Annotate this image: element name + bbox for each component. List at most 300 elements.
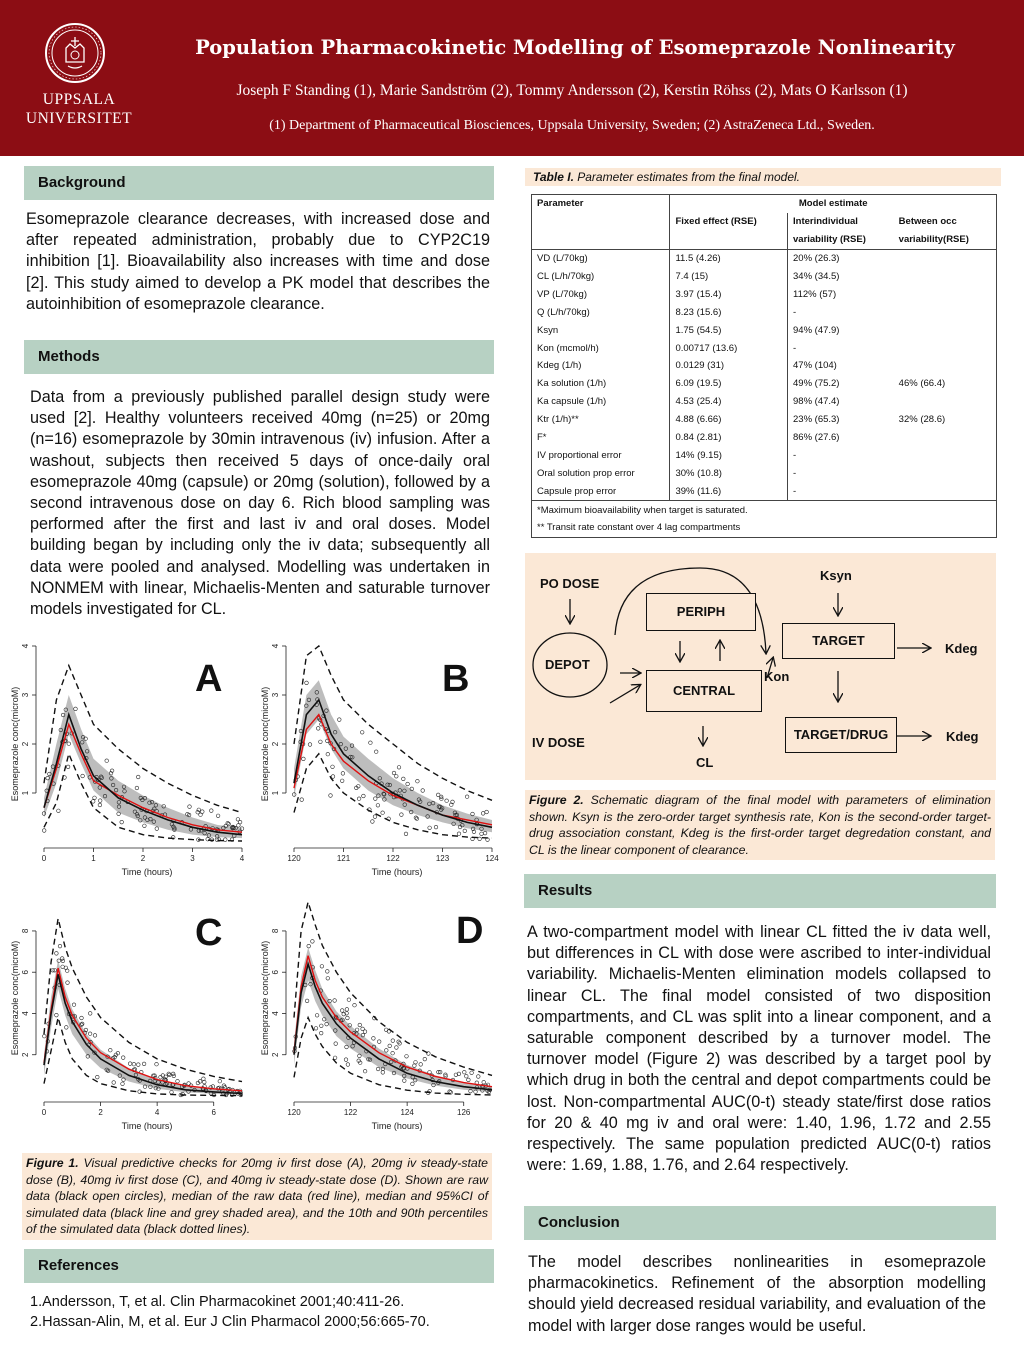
raw-data-point [155,827,159,831]
table-cell: Capsule prop error [532,482,670,500]
x-tick-label: 123 [435,854,450,863]
cl-label: CL [696,755,714,770]
raw-data-point [60,957,64,961]
periph-compartment: PERIPH [646,593,756,631]
x-tick-label: 6 [211,1108,216,1117]
conclusion-heading: Conclusion [524,1206,996,1240]
table-cell: 23% (65.3) [788,411,894,429]
raw-data-point [121,1056,125,1060]
raw-data-point [358,1054,362,1058]
po-dose-label: PO DOSE [540,576,600,591]
raw-data-point [421,789,425,793]
table-cell: - [788,303,894,321]
raw-data-point [319,1031,323,1035]
panel-letter-a: A [195,658,223,700]
raw-data-point [331,775,335,779]
raw-data-point [448,1090,452,1094]
raw-data-point [42,829,46,833]
y-axis-label: Esomeprazole conc(microM) [10,686,20,802]
reference-item: 1.Andersson, T, et al. Clin Pharmacokinet 2001;40:411-26. [30,1294,405,1310]
table-row [532,268,997,286]
table-head-iiv-2: variability (RSE) [788,231,894,249]
raw-data-point [395,775,399,779]
y-axis-label: Esomeprazole conc(microM) [260,686,270,802]
y-tick-label: 4 [271,643,280,649]
raw-data-point [132,1062,136,1066]
raw-data-point [325,1022,329,1026]
raw-data-point [57,959,61,963]
raw-data-point [376,804,380,808]
results-text: A two-compartment model with linear CL fitted the iv data well, but differences in CL with dose were ascribed to inter-individual variability. Michaelis-Menten elimination models collapsed to linear CL. The final model consisted of two disposition compartments, and CL was split into a linear component, and a saturable component described by a turnover model. The turnover model (Figure 2) was described by a target pool by which drug in both the central and depot compartments could be lost. Non-compartmental AUC(0-t) steady state/first dose ratios for 20 & 40 mg iv and oral were: 1.40, 1.96, 1.72 and 2.55 respectively. The same population predicted AUC(0-t) ratios were: 1.69, 1.88, 1.76, and 2.64 respectively. [527,923,991,1175]
table-cell: Kdeg (1/h) [532,357,670,375]
raw-data-point [470,1071,474,1075]
raw-data-point [381,811,385,815]
raw-data-point [168,1073,172,1077]
raw-data-point [434,825,438,829]
table-cell: 86% (27.6) [788,429,894,447]
table-cell: 94% (47.9) [788,321,894,339]
table-cell [894,393,997,411]
table-cell: 14% (9.15) [670,446,788,464]
table-row [532,429,997,447]
raw-data-point [170,1091,174,1095]
table-cell: 98% (47.4) [788,393,894,411]
raw-data-point [93,796,97,800]
raw-data-point [463,1070,467,1074]
table-row [532,482,997,500]
raw-data-point [384,1028,388,1032]
table-caption-label: Table I. [533,170,574,184]
panel-letter-d: D [456,910,484,952]
raw-data-point [314,1027,318,1031]
table-cell: VP (L/70kg) [532,285,670,303]
raw-data-point [402,777,406,781]
table-cell: 49% (75.2) [788,375,894,393]
raw-data-point [55,1013,59,1017]
table-row [532,411,997,429]
raw-data-point [67,742,71,746]
x-tick-label: 4 [239,854,245,863]
figure1-caption-text: Visual predictive checks for 20mg iv first dose (A), 20mg iv steady-state dose (B), 40mg iv first dose (C), and 40mg iv steady-state dose (D). Shown are raw data (black open circles), median of the raw data (red line), median and 95%CI of simulated data (black line and grey shaded area), and the 10th and 90th percentiles of the simulated data (black dotted lines). [26,1156,488,1236]
figure2-caption-label: Figure 2. [529,793,584,807]
y-tick-label: 4 [271,1011,280,1016]
references-list [30,1292,500,1332]
raw-data-point [340,779,344,783]
methods-text: Data from a previously published parallel design study were used [2]. Healthy volunteers received 40mg (n=25) or 20mg (n=16) esomeprazole by 30min intravenous (iv) infusion. After a washout, subjects then received 5 days of once-daily oral esomeprazole 40mg (capsule) or 20mg (solution), followed by a second intravenous dose on day 6. Rich blood sampling was performed after the first and last iv and oral doses. Model building began by including only the iv data; subsequently all data were pooled and analysed. Modelling was undertaken in NONMEM with linear, Michaelis-Menten and saturable turnover models investigated for CL. [30,388,490,619]
figure1-caption [22,1153,492,1240]
table-cell: 32% (28.6) [894,411,997,429]
y-tick-label: 4 [21,643,30,649]
raw-data-point [305,681,309,685]
raw-data-point [457,832,461,836]
raw-data-point [61,959,65,963]
table-cell: 46% (66.4) [894,375,997,393]
raw-data-point [326,752,330,756]
raw-data-point [43,1034,47,1038]
raw-data-point [345,1045,349,1049]
raw-data-point [360,731,364,735]
raw-data-point [307,944,311,948]
raw-data-point [319,740,323,744]
raw-data-point [334,1042,338,1046]
ksyn-label: Ksyn [820,568,852,583]
raw-data-point [218,1079,222,1083]
raw-data-point [227,822,231,826]
raw-data-point [415,817,419,821]
raw-data-point [155,1062,159,1066]
target-compartment: TARGET [782,623,895,659]
y-axis-label: Esomeprazole conc(microM) [10,940,20,1056]
kdeg-label-1: Kdeg [945,641,978,656]
x-tick-label: 121 [336,854,351,863]
table-cell: 0.84 (2.81) [670,429,788,447]
raw-data-point [105,759,109,763]
table-cell: - [788,482,894,500]
raw-data-point [315,1014,319,1018]
raw-data-point [369,741,373,745]
raw-data-point [480,832,484,836]
raw-data-point [416,779,420,783]
raw-data-point [211,1085,215,1089]
raw-data-point [66,765,70,769]
table-caption-text: Parameter estimates from the final model. [573,170,800,184]
table-head-occ-1: Between occ [894,213,997,231]
y-tick-label: 1 [21,790,30,796]
table-row [532,249,997,267]
raw-data-point [338,718,342,722]
raw-data-point [176,1079,180,1083]
raw-data-point [135,786,139,790]
raw-data-point [66,981,70,985]
raw-data-point [414,816,418,820]
central-compartment: CENTRAL [646,670,762,712]
x-tick-label: 124 [400,1108,414,1117]
raw-data-point [467,1078,471,1082]
raw-data-point [72,1003,76,1007]
raw-data-point [98,803,102,807]
raw-data-point [202,1077,206,1081]
table-cell: 112% (57) [788,285,894,303]
raw-data-point [311,940,315,944]
table-cell: 39% (11.6) [670,482,788,500]
raw-data-point [346,1063,350,1067]
raw-data-point [120,820,124,824]
raw-data-point [121,1082,125,1086]
panel-letter-b: B [442,658,470,700]
table-row [532,446,997,464]
raw-data-point [414,1061,418,1065]
table-cell: - [788,446,894,464]
raw-data-point [391,1039,395,1043]
raw-data-point [80,1016,84,1020]
table-cell [894,464,997,482]
table-cell: Ktr (1/h)** [532,411,670,429]
raw-data-point [400,813,404,817]
table-row [532,339,997,357]
raw-data-point [109,1048,113,1052]
raw-data-point [188,805,192,809]
raw-data-point [341,772,345,776]
panel-letter-c: C [195,912,223,954]
table-cell [894,357,997,375]
raw-data-point [445,799,449,803]
raw-data-point [353,1003,357,1007]
depot-label: DEPOT [545,657,590,672]
raw-data-point [411,1082,415,1086]
raw-data-point [58,944,62,948]
table-row [532,393,997,411]
raw-data-point [385,1049,389,1053]
table-head-occ-2: variability(RSE) [894,231,997,249]
raw-data-point [465,795,469,799]
raw-data-point [57,809,61,813]
table-cell: 8.23 (15.6) [670,303,788,321]
table-cell: 11.5 (4.26) [670,249,788,267]
x-tick-label: 120 [287,1108,301,1117]
raw-data-point [377,1040,381,1044]
x-tick-label: 126 [457,1108,471,1117]
raw-data-point [428,826,432,830]
references-heading: References [24,1249,494,1283]
raw-data-point [347,998,351,1002]
y-tick-label: 3 [271,692,280,698]
raw-data-point [74,707,78,711]
table-cell: CL (L/h/70kg) [532,268,670,286]
raw-data-point [374,797,378,801]
raw-data-point [357,797,361,801]
raw-data-point [88,1032,92,1036]
author-list: Joseph F Standing (1), Marie Sandström (2), Tommy Andersson (2), Kerstin Röhss (2), Mats O Karlsson (1) [236,82,908,99]
raw-data-point [55,952,59,956]
raw-data-point [143,824,147,828]
table-head-iiv-1: Interindividual [788,213,894,231]
table-cell [894,482,997,500]
x-tick-label: 1 [91,854,96,863]
table-caption [525,168,1001,186]
y-tick-label: 2 [21,1052,30,1057]
university-line1: UPPSALA [42,91,116,108]
parameter-table [531,194,997,538]
raw-data-point [463,829,467,833]
raw-data-point [326,970,330,974]
x-tick-label: 0 [41,1108,47,1117]
raw-data-point [65,1026,69,1030]
raw-data-point [373,815,377,819]
raw-data-point [320,1024,324,1028]
kon-label: Kon [764,669,790,684]
table-head-parameter: Parameter [532,195,670,213]
table-row [532,357,997,375]
table-cell: Ka capsule (1/h) [532,393,670,411]
raw-data-point [403,1079,407,1083]
raw-data-point [363,1069,367,1073]
raw-data-point [333,999,337,1003]
raw-data-point [91,800,95,804]
table-footnote: *Maximum bioavailability when target is saturated. [532,501,997,519]
raw-data-point [391,1051,395,1055]
raw-data-point [308,743,312,747]
table-cell: Oral solution prop error [532,464,670,482]
raw-data-point [485,810,489,814]
raw-data-point [216,814,220,818]
table-cell: VD (L/70kg) [532,249,670,267]
raw-data-point [477,1075,481,1079]
table-cell: Ka solution (1/h) [532,375,670,393]
raw-data-point [331,765,335,769]
raw-data-point [300,798,304,802]
table-cell [894,303,997,321]
raw-data-point [237,824,241,828]
table-cell: Kon (mcmol/h) [532,339,670,357]
raw-data-point [81,774,85,778]
raw-data-point [381,1071,385,1075]
table-cell: 34% (34.5) [788,268,894,286]
conclusion-text: The model describes nonlinearities in esomeprazole pharmacokinetics. Refinement of the absorption modelling should yield decreased residual variability, and evaluation of the model with larger dose ranges would be useful. [528,1253,986,1335]
raw-data-point [355,1028,359,1032]
x-tick-label: 3 [190,854,195,863]
x-tick-label: 0 [41,854,47,863]
ci-band [294,680,492,832]
table-cell [894,339,997,357]
raw-data-point [361,1027,365,1031]
raw-data-point [136,775,140,779]
figure2-caption-text: Schematic diagram of the final model with parameters of elimination shown. Ksyn is the zero-order target synthesis rate, Kon is the second-order target-drug association constant, Kdeg is the first-order target degredation constant, and CL is the linear component of clearance. [529,793,992,857]
table-cell: Q (L/h/70kg) [532,303,670,321]
background-text: Esomeprazole clearance decreases, with increased dose and after repeated administration, probably due to CYP2C19 inhibition [1]. Bioavailability also increases with time and dose [2]. This study aimed to develop a PK model that describes the autoinhibition of esomeprazole clearance. [26,210,490,313]
y-tick-label: 6 [271,969,280,975]
raw-data-point [88,1012,92,1016]
table-cell [894,249,997,267]
raw-data-point [358,1023,362,1027]
table-cell: IV proportional error [532,446,670,464]
table-cell: 47% (104) [788,357,894,375]
raw-data-point [320,965,324,969]
raw-data-point [483,831,487,835]
raw-data-point [395,1046,399,1050]
raw-data-point [397,766,401,770]
y-tick-label: 2 [271,1052,280,1057]
raw-data-point [326,977,330,981]
model-diagram [525,553,996,780]
y-tick-label: 6 [21,969,30,975]
x-tick-label: 120 [287,854,301,863]
raw-data-point [302,757,306,761]
raw-data-point [371,820,375,824]
reference-item: 2.Hassan-Alin, M, et al. Eur J Clin Pharmacol 2000;56:665-70. [30,1314,430,1330]
raw-data-point [372,1037,376,1041]
x-tick-label: 4 [154,1108,160,1117]
table-cell [894,321,997,339]
background-heading: Background [24,166,494,200]
university-line2: UNIVERSITET [25,110,133,127]
table-cell: 1.75 (54.5) [670,321,788,339]
raw-data-point [187,1082,191,1086]
table-row [532,285,997,303]
figure1-caption-label: Figure 1. [26,1156,79,1170]
raw-data-point [305,999,309,1003]
raw-data-point [423,1057,427,1061]
x-tick-label: 124 [485,854,499,863]
raw-data-point [142,1062,146,1066]
table-footnote: ** Transit rate constant over 4 lag compartments [532,519,997,537]
raw-data-point [419,1063,423,1067]
table-cell: F* [532,429,670,447]
table-cell: 4.88 (6.66) [670,411,788,429]
iv-dose-label: IV DOSE [532,735,585,750]
raw-data-point [316,727,320,731]
x-tick-label: 2 [140,854,146,863]
y-tick-label: 2 [271,741,280,747]
raw-data-point [98,799,102,803]
raw-data-point [392,771,396,775]
raw-data-point [93,1034,97,1038]
table-cell: 0.00717 (13.6) [670,339,788,357]
raw-data-point [345,1008,349,1012]
raw-data-point [465,1074,469,1078]
y-tick-label: 2 [21,741,30,747]
y-tick-label: 4 [21,1011,30,1016]
raw-data-point [80,1022,84,1026]
y-tick-label: 8 [21,928,30,934]
raw-data-point [61,965,65,969]
ci-band [294,947,492,1091]
y-axis-label: Esomeprazole conc(microM) [260,940,270,1056]
affiliations: (1) Department of Pharmaceutical Biosciences, Uppsala University, Sweden; (2) AstraZeneca Ltd., Sweden. [269,118,875,133]
raw-data-point [96,1075,100,1079]
y-tick-label: 3 [21,692,30,698]
raw-data-point [329,794,333,798]
results-heading: Results [524,874,996,908]
x-tick-label: 2 [98,1108,103,1117]
university-seal-icon [44,22,106,84]
raw-data-point [374,750,378,754]
raw-data-point [346,1016,350,1020]
raw-data-point [482,1080,486,1084]
figure2-caption [525,790,995,860]
table-cell: 0.0129 (31) [670,357,788,375]
raw-data-point [340,1009,344,1013]
raw-data-point [436,793,440,797]
table-row [532,375,997,393]
raw-data-point [128,1062,132,1066]
target-drug-compartment: TARGET/DRUG [785,717,897,753]
table-cell: Ksyn [532,321,670,339]
raw-data-point [404,832,408,836]
table-cell [894,285,997,303]
x-axis-label: Time (hours) [371,1121,423,1131]
table-cell [894,446,997,464]
x-tick-label: 122 [343,1108,358,1117]
x-tick-label: 122 [386,854,400,863]
table-row [532,321,997,339]
table-cell [894,429,997,447]
table-cell: 7.4 (15) [670,268,788,286]
raw-data-point [405,1055,409,1059]
raw-data-point [344,1058,348,1062]
y-tick-label: 8 [271,928,280,934]
raw-data-point [112,1081,116,1085]
y-tick-label: 1 [271,790,280,796]
table-cell: 3.97 (15.4) [670,285,788,303]
table-cell: 6.09 (19.5) [670,375,788,393]
university-name [14,90,144,128]
raw-data-point [137,1063,141,1067]
table-cell: 4.53 (25.4) [670,393,788,411]
table-cell: - [788,464,894,482]
raw-data-point [210,809,214,813]
kdeg-label-2: Kdeg [946,729,979,744]
table-cell [894,268,997,286]
